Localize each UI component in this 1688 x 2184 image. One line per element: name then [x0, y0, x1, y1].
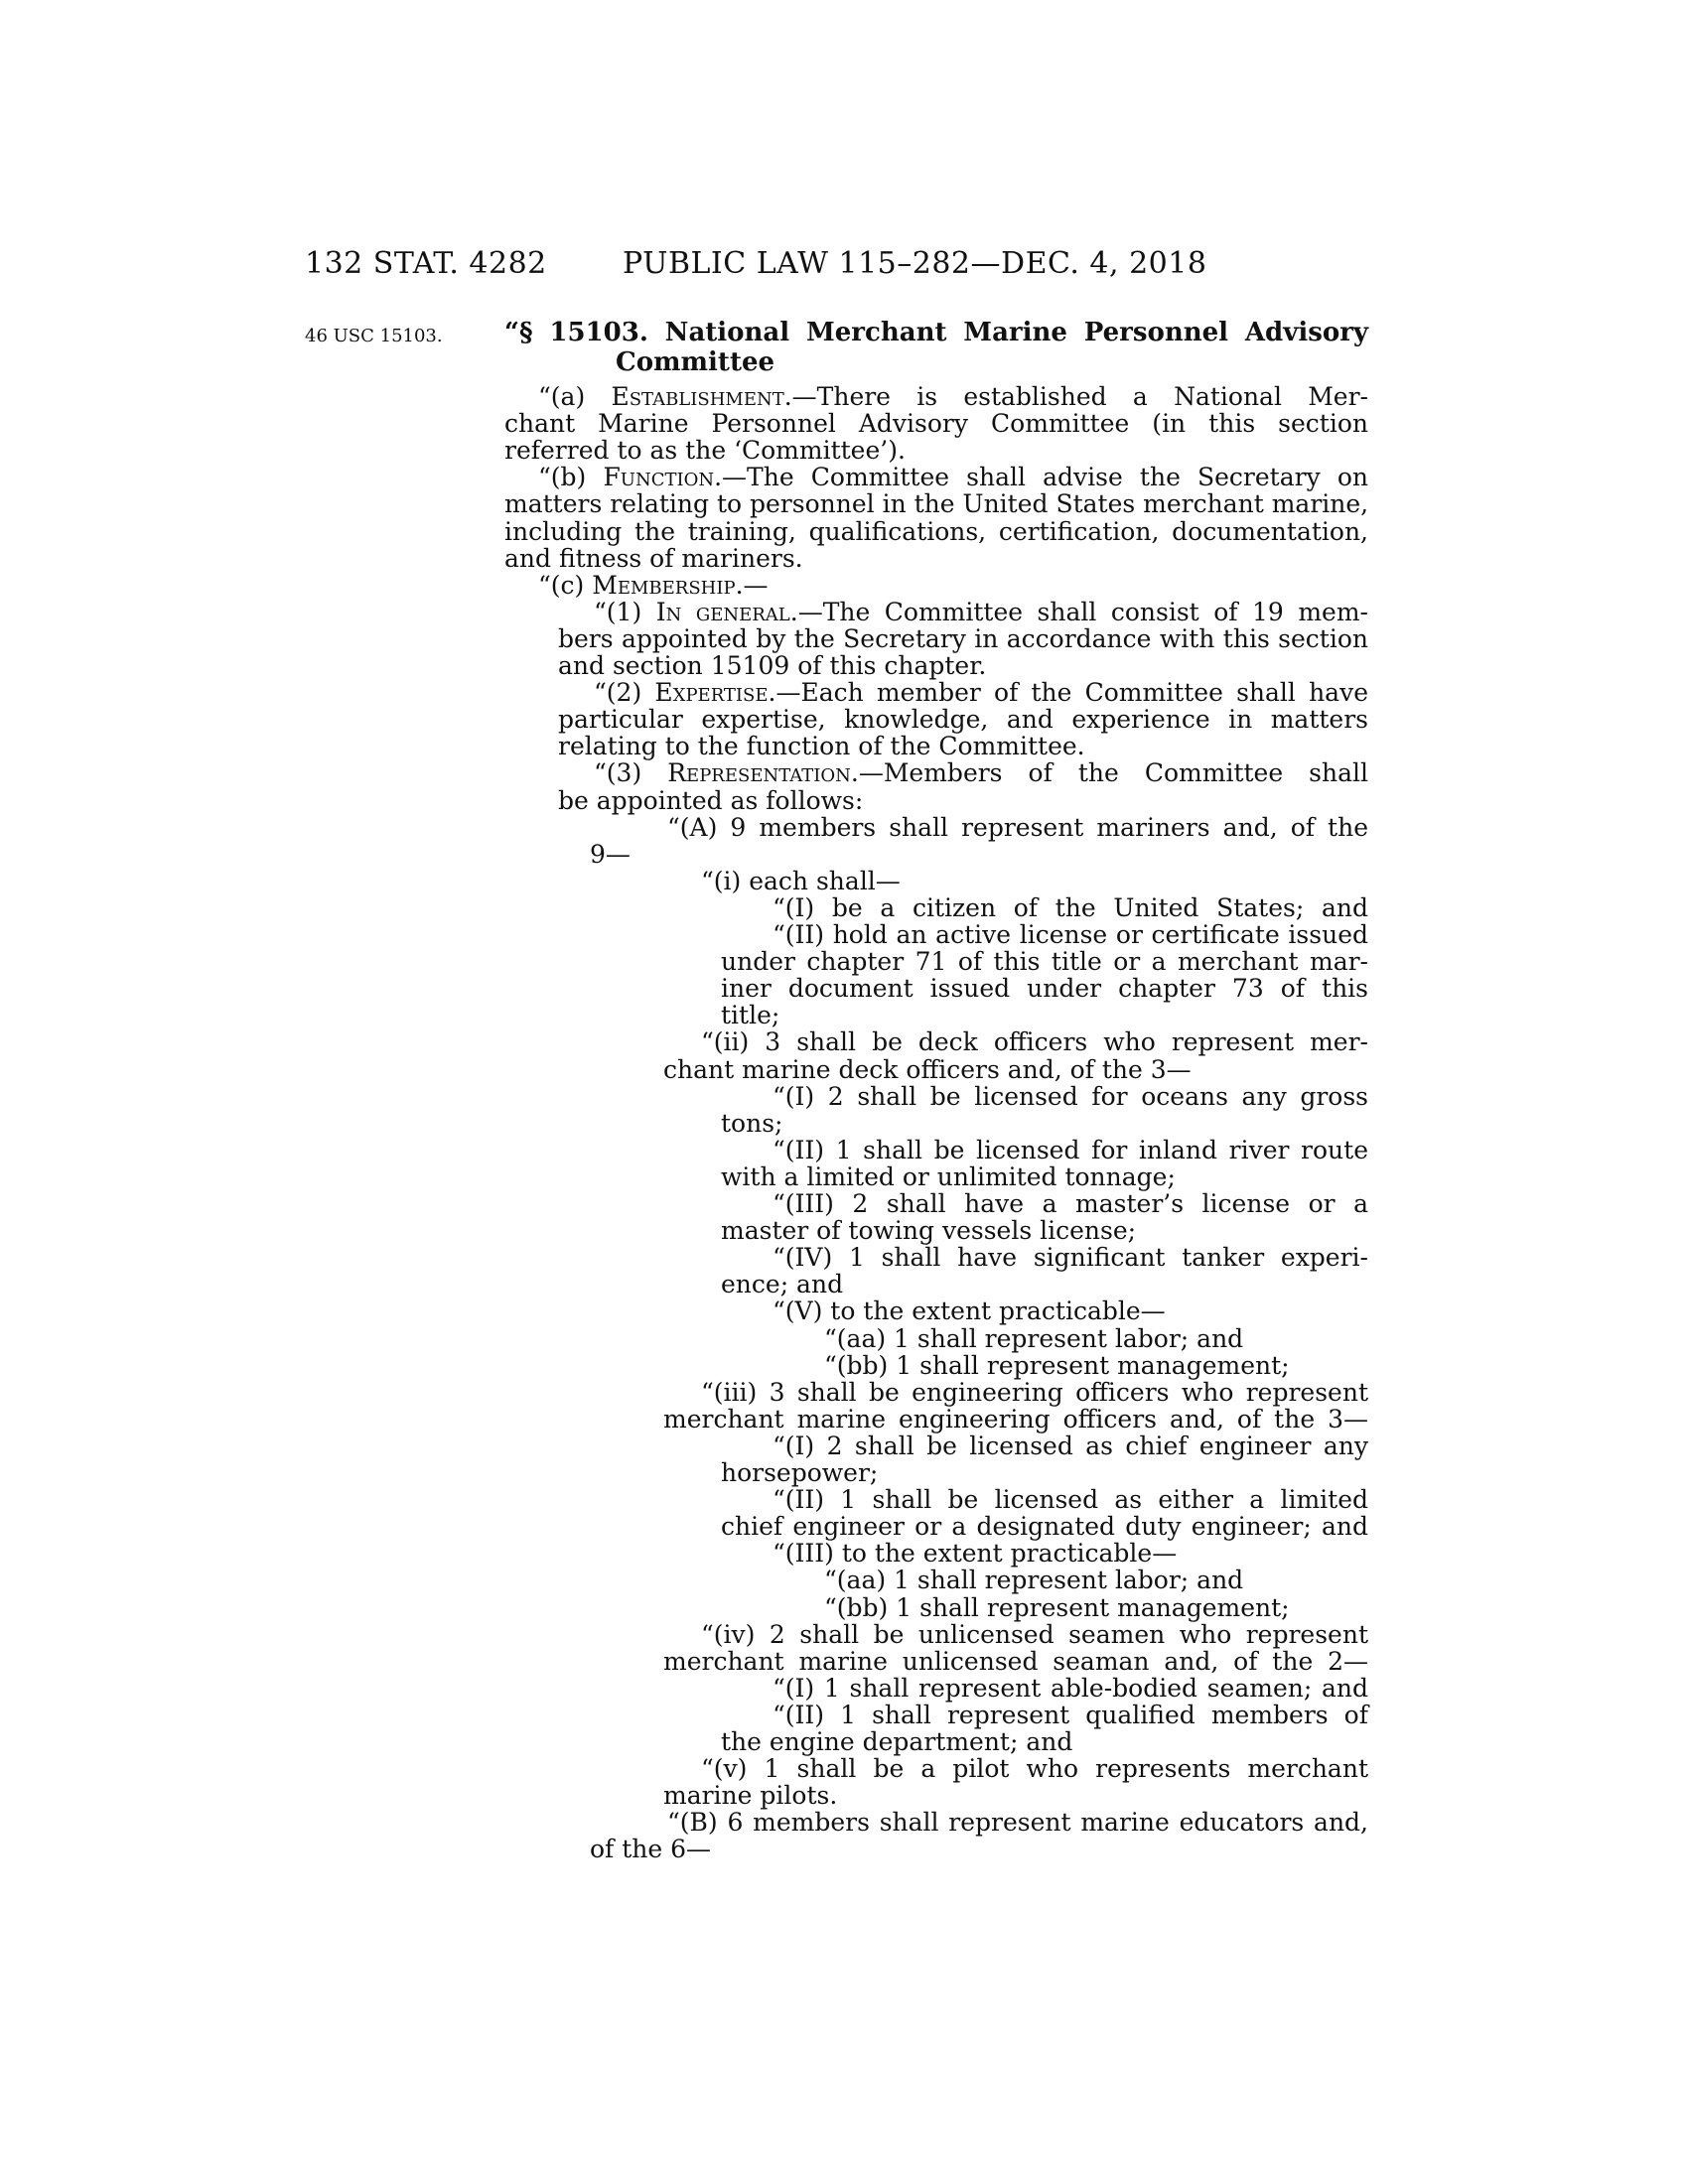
- line-text: “(II) 1 shall represent qualified members of: [773, 1701, 1368, 1729]
- line-text: “(III) to the extent practicable—: [773, 1539, 1178, 1568]
- line-text: and fitness of mariners.: [504, 544, 803, 573]
- text-line: [558, 733, 1368, 760]
- usc-margin-note: 46 USC 15103.: [305, 326, 443, 346]
- text-line: [663, 1782, 1368, 1810]
- text-line: [594, 679, 1368, 707]
- line-text: referred to as the ‘Committee’).: [504, 436, 906, 465]
- line-text: “(ii) 3 shall be deck officers who represent mer-: [701, 1027, 1368, 1056]
- line-text-rest: .—Each member of the Committee shall have: [768, 678, 1369, 707]
- text-line: [538, 464, 1368, 491]
- text-line: [721, 1110, 1368, 1138]
- section-title-line-1: “§ 15103. National Merchant Marine Personnel Advisory: [504, 318, 1368, 347]
- line-text: matters relating to personnel in the United States merchant marine,: [504, 489, 1369, 518]
- line-text: iner document issued under chapter 73 of this: [721, 974, 1368, 1003]
- line-text: ence; and: [721, 1270, 844, 1298]
- text-line: [667, 814, 1368, 842]
- text-line: [558, 787, 1368, 815]
- text-line: [701, 1755, 1368, 1783]
- paragraph-heading: Expertise: [654, 678, 769, 707]
- text-line: [773, 1702, 1368, 1729]
- text-line: [667, 1809, 1368, 1837]
- text-line: [824, 1594, 1368, 1622]
- line-text: “(aa) 1 shall represent labor; and: [824, 1324, 1244, 1353]
- line-text: horsepower;: [721, 1458, 879, 1487]
- text-line: [504, 545, 1368, 573]
- text-line: [504, 518, 1368, 546]
- line-text: “(I) 2 shall be licensed as chief engineer any: [773, 1432, 1368, 1460]
- line-text: “(v) 1 shall be a pilot who represents merchant: [701, 1754, 1368, 1783]
- text-line: [504, 410, 1368, 438]
- text-line: [824, 1567, 1368, 1594]
- line-text: including the training, qualifications, certification, documentation,: [504, 517, 1368, 546]
- paragraph-heading: Representation: [667, 758, 851, 787]
- text-line: [504, 437, 1368, 465]
- text-line: [701, 1621, 1368, 1649]
- text-line: [663, 1648, 1368, 1676]
- text-line: [773, 1190, 1368, 1218]
- text-line: [773, 1083, 1368, 1111]
- line-text: relating to the function of the Committee.: [558, 732, 1085, 760]
- text-line: [721, 1217, 1368, 1245]
- line-text: “(aa) 1 shall represent labor; and: [824, 1566, 1244, 1594]
- line-text: and section 15109 of this chapter.: [558, 651, 987, 680]
- line-text: the engine department; and: [721, 1727, 1073, 1756]
- text-line: [773, 1244, 1368, 1272]
- line-text: “(B) 6 members shall represent marine educators and,: [667, 1808, 1368, 1837]
- text-line: [824, 1352, 1368, 1380]
- text-line: [663, 1406, 1368, 1433]
- text-line: [701, 868, 1368, 895]
- text-line: [721, 948, 1368, 976]
- line-text: “(II) 1 shall be licensed as either a limited: [773, 1485, 1368, 1514]
- line-text: merchant marine unlicensed seaman and, of the 2—: [663, 1647, 1368, 1676]
- text-line: [590, 841, 1368, 869]
- text-line: [558, 652, 1368, 680]
- text-line: [701, 1379, 1368, 1407]
- paragraph-heading: In general: [655, 598, 790, 626]
- line-text: “(III) 2 shall have a master’s license or a: [773, 1189, 1368, 1218]
- line-text: “(3): [594, 758, 668, 787]
- line-text: “(I) 2 shall be licensed for oceans any gross: [773, 1082, 1368, 1111]
- paragraph-heading: Membership: [592, 571, 736, 600]
- text-line: [701, 1028, 1368, 1056]
- line-text: be appointed as follows:: [558, 786, 864, 815]
- text-line: [538, 383, 1368, 411]
- text-line: [773, 1137, 1368, 1164]
- line-text: “(a): [538, 382, 612, 411]
- line-text: “(c): [538, 571, 593, 600]
- text-line: [824, 1325, 1368, 1353]
- line-text: “(I) be a citizen of the United States; and: [773, 893, 1368, 922]
- text-line: [721, 1002, 1368, 1029]
- section-title: [504, 318, 1368, 377]
- line-text-rest: .—There is established a National Mer-: [783, 382, 1368, 411]
- line-text: “(I) 1 shall represent able-bodied seamen; and: [773, 1674, 1368, 1703]
- line-text: “(IV) 1 shall have significant tanker experi-: [773, 1243, 1368, 1272]
- text-line: [558, 706, 1368, 734]
- line-text: marine pilots.: [663, 1781, 838, 1810]
- text-line: [594, 759, 1368, 787]
- text-line: [721, 1459, 1368, 1487]
- line-text: with a limited or unlimited tonnage;: [721, 1162, 1176, 1191]
- page-law-header: PUBLIC LAW 115–282—DEC. 4, 2018: [623, 246, 1207, 281]
- line-text: “(iii) 3 shall be engineering officers who represent: [701, 1378, 1368, 1407]
- text-line: [773, 894, 1368, 922]
- text-line: [663, 1056, 1368, 1084]
- line-text: master of towing vessels license;: [721, 1216, 1137, 1245]
- text-line: [594, 599, 1368, 626]
- text-line: [773, 1433, 1368, 1460]
- line-text: title;: [721, 1001, 780, 1029]
- line-text: chant marine deck officers and, of the 3—: [663, 1055, 1192, 1084]
- line-text: tons;: [721, 1109, 783, 1138]
- line-text: “(II) 1 shall be licensed for inland river route: [773, 1136, 1368, 1164]
- line-text: chief engineer or a designated duty engineer; and: [721, 1512, 1368, 1541]
- line-text: “(II) hold an active license or certificate issued: [773, 920, 1368, 949]
- line-text: of the 6—: [590, 1835, 712, 1863]
- line-text: “(1): [594, 598, 656, 626]
- line-text: particular expertise, knowledge, and experience in matters: [558, 705, 1368, 734]
- text-line: [721, 1513, 1368, 1541]
- line-text: “(b): [538, 463, 604, 491]
- text-line: [558, 625, 1368, 653]
- text-line: [773, 1675, 1368, 1703]
- text-line: [504, 490, 1368, 518]
- line-text: “(i) each shall—: [701, 867, 901, 895]
- text-line: [721, 1163, 1368, 1191]
- line-text-rest: .—The Committee shall advise the Secretary on: [714, 463, 1368, 491]
- line-text-rest: .—The Committee shall consist of 19 mem-: [789, 598, 1368, 626]
- line-text-rest: .—Members of the Committee shall: [850, 758, 1368, 787]
- text-line: [773, 1297, 1368, 1325]
- line-text: merchant marine engineering officers and, of the 3—: [663, 1405, 1368, 1433]
- text-line: [721, 1728, 1368, 1756]
- line-text: under chapter 71 of this title or a merchant mar-: [721, 947, 1368, 976]
- text-line: [538, 572, 1368, 600]
- paragraph-heading: Function: [603, 463, 715, 491]
- line-text: bers appointed by the Secretary in accordance with this section: [558, 624, 1368, 653]
- line-text: “(iv) 2 shall be unlicensed seamen who represent: [701, 1620, 1368, 1649]
- line-text: “(bb) 1 shall represent management;: [824, 1593, 1290, 1622]
- text-line: [773, 1486, 1368, 1514]
- page-stat-citation: 132 STAT. 4282: [305, 246, 547, 281]
- text-line: [721, 975, 1368, 1003]
- text-line: [773, 921, 1368, 949]
- paragraph-heading: Establishment: [611, 382, 784, 411]
- text-line: [773, 1540, 1368, 1568]
- text-line: [721, 1271, 1368, 1298]
- text-line: [590, 1836, 1368, 1863]
- section-title-line-2: Committee: [616, 347, 775, 377]
- line-text: “(A) 9 members shall represent mariners and, of the: [667, 813, 1368, 842]
- line-text: “(V) to the extent practicable—: [773, 1297, 1166, 1325]
- line-text: “(bb) 1 shall represent management;: [824, 1351, 1290, 1380]
- line-text: “(2): [594, 678, 655, 707]
- line-text-rest: .—: [735, 571, 769, 600]
- line-text: 9—: [590, 840, 631, 869]
- line-text: chant Marine Personnel Advisory Committee (in this section: [504, 409, 1368, 438]
